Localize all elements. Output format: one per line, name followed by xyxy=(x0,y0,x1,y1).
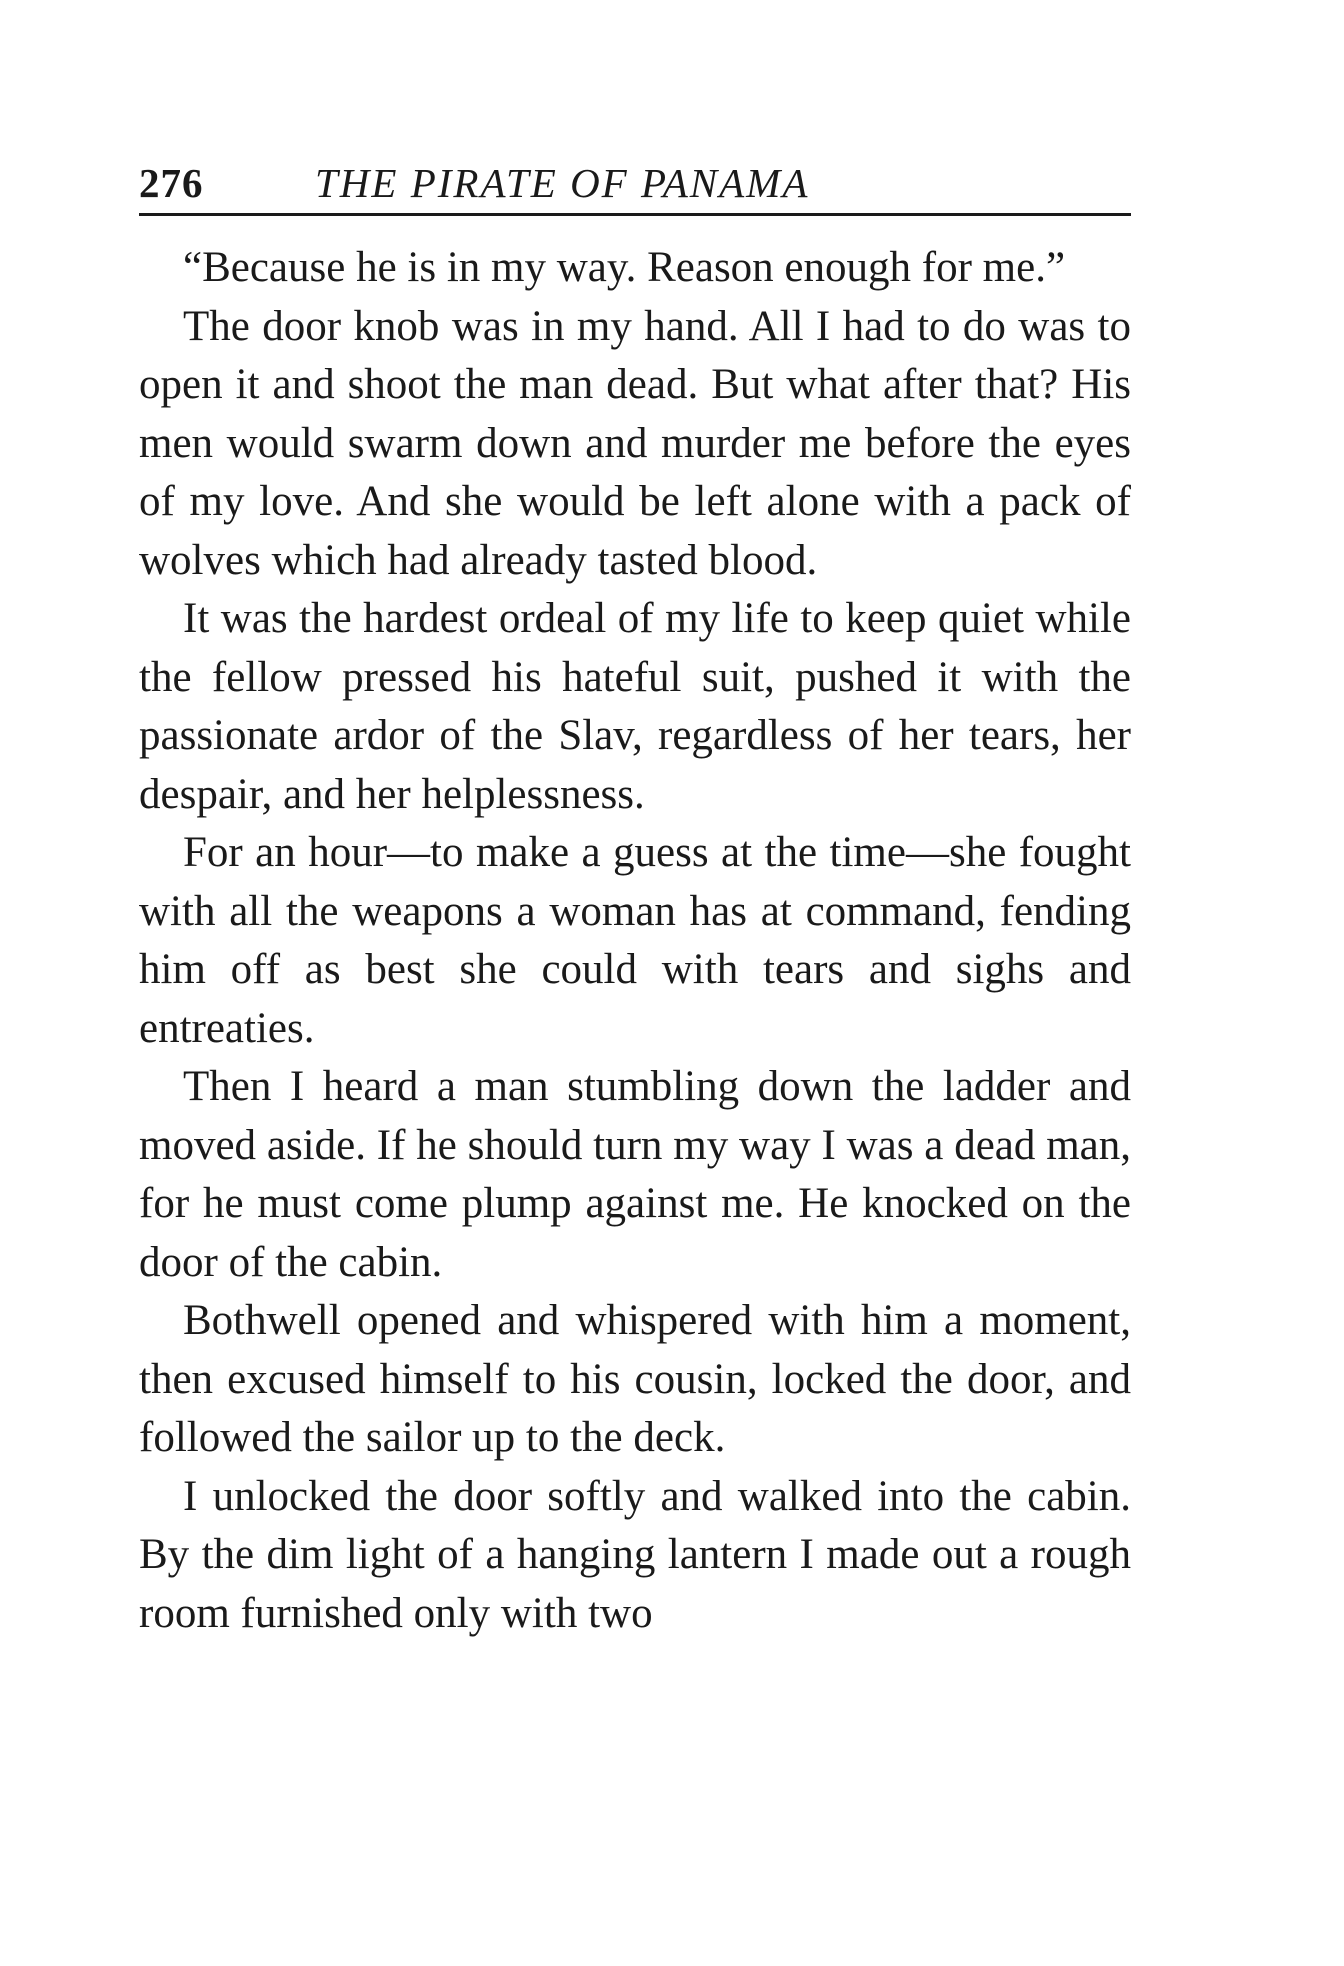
running-title: THE PIRATE OF PANAMA xyxy=(315,160,810,206)
paragraph: Bothwell opened and whispered with him a moment, then excused himself to his cousin, locked the door, and followed the sailor up to the deck. xyxy=(139,1297,1131,1461)
paragraph: “Because he is in my way. Reason enough for me.” xyxy=(183,244,1066,291)
paragraph: For an hour—to make a guess at the time—she fought with all the weapons a woman has at command, fending him off as best she could with tears and sighs and entreaties. xyxy=(139,829,1131,1052)
page-number: 276 xyxy=(139,160,204,206)
running-head xyxy=(139,158,1131,208)
paragraph: It was the hardest ordeal of my life to keep quiet while the fellow pressed his hateful suit, pushed it with the passionate ardor of the Slav, regardless of her tears, her despair, and her helplessness. xyxy=(139,595,1131,818)
paragraph: Then I heard a man stumbling down the ladder and moved aside. If he should turn my way I was a dead man, for he must come plump against me. He knocked on the door of the cabin. xyxy=(139,1063,1131,1286)
header-rule xyxy=(139,213,1131,216)
paragraph: The door knob was in my hand. All I had to do was to open it and shoot the man dead. But what after that? His men would swarm down and murder me before the eyes of my love. And she would be left alone with a pack of wolves which had already tasted blood. xyxy=(139,302,1131,584)
paragraph: I unlocked the door softly and walked into the cabin. By the dim light of a hanging lantern I made out a rough room furnished only with two xyxy=(139,1472,1131,1637)
body-text xyxy=(139,239,1131,1643)
